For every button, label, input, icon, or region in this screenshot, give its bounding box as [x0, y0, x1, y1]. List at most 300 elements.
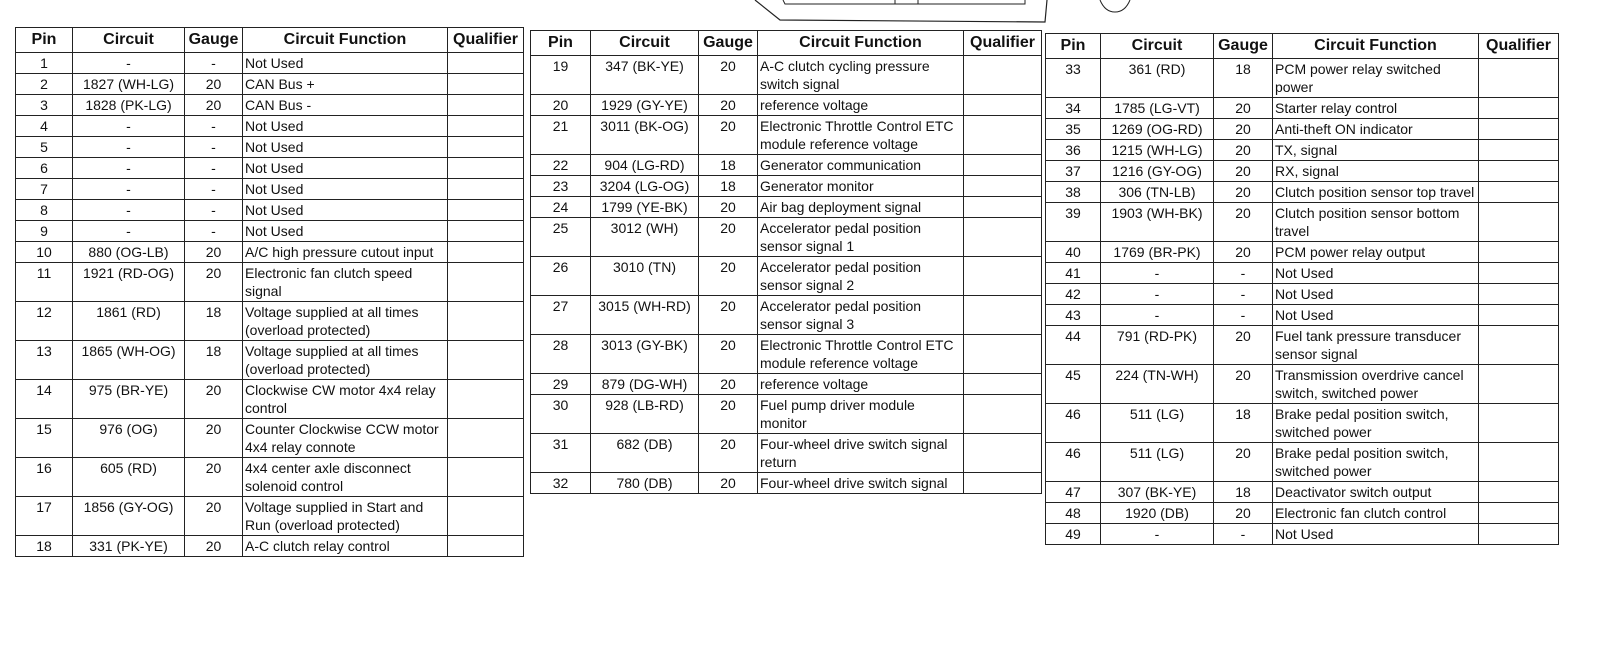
cell-circuit: 928 (LB-RD): [591, 395, 699, 434]
cell-gauge: -: [1214, 263, 1273, 284]
cell-pin: 1: [16, 53, 73, 74]
cell-pin: 33: [1046, 59, 1101, 98]
cell-pin: 39: [1046, 203, 1101, 242]
cell-circuit: 3012 (WH): [591, 218, 699, 257]
header-circuit: Circuit: [1101, 34, 1214, 59]
cell-gauge: -: [185, 221, 243, 242]
cell-gauge: 18: [185, 302, 243, 341]
cell-qualifier: [448, 53, 524, 74]
cell-circuit-function: Voltage supplied at all times (overload protected): [243, 341, 448, 380]
cell-gauge: 20: [699, 218, 758, 257]
table-row: [1046, 482, 1559, 503]
connector-diagram-fragment: [700, 0, 1200, 25]
cell-pin: 42: [1046, 284, 1101, 305]
cell-qualifier: [964, 176, 1042, 197]
cell-pin: 23: [531, 176, 591, 197]
cell-circuit: 3204 (LG-OG): [591, 176, 699, 197]
cell-gauge: 20: [185, 458, 243, 497]
cell-qualifier: [964, 395, 1042, 434]
cell-circuit-function: Brake pedal position switch, switched power: [1273, 443, 1479, 482]
cell-circuit: 1216 (GY-OG): [1101, 161, 1214, 182]
cell-gauge: 20: [185, 242, 243, 263]
cell-pin: 4: [16, 116, 73, 137]
cell-gauge: -: [1214, 284, 1273, 305]
cell-pin: 2: [16, 74, 73, 95]
cell-circuit: 1269 (OG-RD): [1101, 119, 1214, 140]
cell-pin: 9: [16, 221, 73, 242]
table-row: [16, 179, 524, 200]
table-row: [16, 419, 524, 458]
cell-circuit-function: TX, signal: [1273, 140, 1479, 161]
cell-qualifier: [448, 419, 524, 458]
cell-circuit-function: Clockwise CW motor 4x4 relay control: [243, 380, 448, 419]
cell-pin: 44: [1046, 326, 1101, 365]
cell-gauge: 18: [699, 155, 758, 176]
cell-gauge: 20: [1214, 119, 1273, 140]
cell-circuit-function: CAN Bus +: [243, 74, 448, 95]
cell-qualifier: [1479, 365, 1559, 404]
header-qualifier: Qualifier: [448, 28, 524, 53]
header-row: [16, 28, 524, 53]
cell-qualifier: [964, 257, 1042, 296]
cell-gauge: 20: [185, 380, 243, 419]
cell-circuit: 879 (DG-WH): [591, 374, 699, 395]
cell-circuit: -: [1101, 524, 1214, 545]
cell-qualifier: [1479, 161, 1559, 182]
cell-circuit: 1921 (RD-OG): [73, 263, 185, 302]
cell-circuit: 306 (TN-LB): [1101, 182, 1214, 203]
table-row: [531, 116, 1042, 155]
cell-pin: 31: [531, 434, 591, 473]
cell-circuit-function: Four-wheel drive switch signal: [758, 473, 964, 494]
cell-circuit: 880 (OG-LB): [73, 242, 185, 263]
cell-pin: 49: [1046, 524, 1101, 545]
cell-circuit: -: [1101, 305, 1214, 326]
cell-circuit-function: Clutch position sensor bottom travel: [1273, 203, 1479, 242]
cell-pin: 12: [16, 302, 73, 341]
table-row: [531, 95, 1042, 116]
cell-gauge: 20: [699, 395, 758, 434]
header-gauge: Gauge: [1214, 34, 1273, 59]
cell-gauge: 18: [1214, 404, 1273, 443]
cell-gauge: 20: [1214, 98, 1273, 119]
cell-circuit-function: reference voltage: [758, 95, 964, 116]
cell-pin: 21: [531, 116, 591, 155]
table-row: [531, 296, 1042, 335]
cell-qualifier: [448, 200, 524, 221]
cell-circuit-function: A-C clutch cycling pressure switch signal: [758, 56, 964, 95]
table-row: [16, 200, 524, 221]
table-row: [531, 434, 1042, 473]
cell-circuit: 780 (DB): [591, 473, 699, 494]
table-row: [531, 176, 1042, 197]
cell-pin: 41: [1046, 263, 1101, 284]
cell-circuit: 605 (RD): [73, 458, 185, 497]
cell-circuit-function: Accelerator pedal position sensor signal 2: [758, 257, 964, 296]
cell-qualifier: [1479, 182, 1559, 203]
cell-pin: 8: [16, 200, 73, 221]
cell-circuit: 791 (RD-PK): [1101, 326, 1214, 365]
cell-pin: 47: [1046, 482, 1101, 503]
cell-circuit: 361 (RD): [1101, 59, 1214, 98]
cell-circuit: -: [1101, 284, 1214, 305]
cell-gauge: -: [185, 116, 243, 137]
cell-pin: 27: [531, 296, 591, 335]
cell-circuit: -: [73, 158, 185, 179]
cell-gauge: -: [1214, 305, 1273, 326]
table-row: [16, 116, 524, 137]
cell-circuit: 3011 (BK-OG): [591, 116, 699, 155]
cell-pin: 25: [531, 218, 591, 257]
cell-gauge: 20: [1214, 140, 1273, 161]
cell-circuit-function: PCM power relay switched power: [1273, 59, 1479, 98]
cell-qualifier: [448, 179, 524, 200]
cell-circuit-function: Not Used: [243, 179, 448, 200]
pinout-table-3: [1045, 33, 1559, 545]
cell-circuit: 307 (BK-YE): [1101, 482, 1214, 503]
cell-gauge: -: [185, 179, 243, 200]
table-row: [16, 536, 524, 557]
cell-qualifier: [964, 56, 1042, 95]
cell-pin: 6: [16, 158, 73, 179]
cell-circuit-function: Accelerator pedal position sensor signal 1: [758, 218, 964, 257]
header-gauge: Gauge: [699, 31, 758, 56]
cell-circuit: 1785 (LG-VT): [1101, 98, 1214, 119]
cell-qualifier: [964, 296, 1042, 335]
cell-pin: 37: [1046, 161, 1101, 182]
table-row: [1046, 284, 1559, 305]
cell-pin: 38: [1046, 182, 1101, 203]
table-row: [1046, 263, 1559, 284]
cell-gauge: 20: [1214, 443, 1273, 482]
pinout-table-1: [15, 27, 524, 557]
table-row: [16, 221, 524, 242]
cell-pin: 5: [16, 137, 73, 158]
header-circuit-function: Circuit Function: [1273, 34, 1479, 59]
cell-gauge: 20: [699, 95, 758, 116]
cell-gauge: -: [185, 200, 243, 221]
cell-qualifier: [1479, 443, 1559, 482]
cell-gauge: -: [1214, 524, 1273, 545]
table-row: [1046, 98, 1559, 119]
cell-circuit: 3015 (WH-RD): [591, 296, 699, 335]
cell-circuit: -: [1101, 263, 1214, 284]
cell-gauge: 20: [1214, 161, 1273, 182]
cell-gauge: 20: [699, 257, 758, 296]
cell-circuit-function: Generator communication: [758, 155, 964, 176]
cell-pin: 10: [16, 242, 73, 263]
cell-qualifier: [964, 116, 1042, 155]
cell-gauge: 20: [699, 473, 758, 494]
table-row: [531, 257, 1042, 296]
cell-circuit-function: Electronic fan clutch control: [1273, 503, 1479, 524]
cell-pin: 11: [16, 263, 73, 302]
cell-pin: 15: [16, 419, 73, 458]
cell-gauge: 20: [699, 434, 758, 473]
table-row: [16, 302, 524, 341]
header-qualifier: Qualifier: [1479, 34, 1559, 59]
cell-qualifier: [1479, 404, 1559, 443]
cell-qualifier: [1479, 140, 1559, 161]
table-row: [531, 56, 1042, 95]
header-gauge: Gauge: [185, 28, 243, 53]
cell-qualifier: [448, 242, 524, 263]
cell-circuit: 3010 (TN): [591, 257, 699, 296]
cell-circuit-function: A-C clutch relay control: [243, 536, 448, 557]
cell-circuit-function: Not Used: [243, 221, 448, 242]
cell-pin: 36: [1046, 140, 1101, 161]
cell-gauge: 20: [1214, 203, 1273, 242]
table-row: [1046, 326, 1559, 365]
cell-gauge: 20: [1214, 242, 1273, 263]
cell-circuit: 682 (DB): [591, 434, 699, 473]
header-row: [1046, 34, 1559, 59]
cell-qualifier: [1479, 305, 1559, 326]
table-row: [1046, 140, 1559, 161]
cell-qualifier: [964, 473, 1042, 494]
cell-circuit-function: Not Used: [243, 158, 448, 179]
table-row: [531, 218, 1042, 257]
table-row: [531, 473, 1042, 494]
table-row: [1046, 59, 1559, 98]
cell-pin: 3: [16, 95, 73, 116]
cell-qualifier: [448, 380, 524, 419]
table-row: [16, 53, 524, 74]
cell-pin: 14: [16, 380, 73, 419]
cell-circuit-function: Not Used: [1273, 305, 1479, 326]
cell-qualifier: [448, 302, 524, 341]
header-pin: Pin: [16, 28, 73, 53]
cell-circuit: 347 (BK-YE): [591, 56, 699, 95]
cell-qualifier: [964, 95, 1042, 116]
table-row: [531, 335, 1042, 374]
cell-circuit: 975 (BR-YE): [73, 380, 185, 419]
cell-gauge: -: [185, 137, 243, 158]
cell-circuit-function: reference voltage: [758, 374, 964, 395]
cell-qualifier: [1479, 59, 1559, 98]
cell-gauge: 20: [699, 197, 758, 218]
cell-circuit: 904 (LG-RD): [591, 155, 699, 176]
cell-qualifier: [964, 374, 1042, 395]
cell-circuit-function: Deactivator switch output: [1273, 482, 1479, 503]
table-row: [1046, 305, 1559, 326]
cell-circuit-function: Starter relay control: [1273, 98, 1479, 119]
cell-circuit-function: Air bag deployment signal: [758, 197, 964, 218]
cell-gauge: 20: [1214, 503, 1273, 524]
table-row: [16, 242, 524, 263]
cell-circuit-function: Accelerator pedal position sensor signal 3: [758, 296, 964, 335]
cell-qualifier: [448, 221, 524, 242]
cell-circuit-function: Not Used: [243, 53, 448, 74]
cell-gauge: 18: [699, 176, 758, 197]
cell-qualifier: [1479, 524, 1559, 545]
pinout-table-2: [530, 30, 1042, 494]
table-row: [1046, 524, 1559, 545]
table-row: [16, 263, 524, 302]
cell-circuit-function: Not Used: [1273, 524, 1479, 545]
cell-pin: 19: [531, 56, 591, 95]
table-row: [531, 374, 1042, 395]
cell-pin: 16: [16, 458, 73, 497]
cell-gauge: 20: [1214, 326, 1273, 365]
cell-pin: 43: [1046, 305, 1101, 326]
cell-gauge: 20: [185, 263, 243, 302]
cell-circuit: 331 (PK-YE): [73, 536, 185, 557]
cell-circuit: -: [73, 53, 185, 74]
table-row: [16, 341, 524, 380]
cell-circuit-function: Transmission overdrive cancel switch, switched power: [1273, 365, 1479, 404]
cell-pin: 48: [1046, 503, 1101, 524]
cell-gauge: 20: [185, 74, 243, 95]
cell-gauge: 20: [699, 56, 758, 95]
table-row: [1046, 203, 1559, 242]
cell-circuit: 1827 (WH-LG): [73, 74, 185, 95]
cell-pin: 18: [16, 536, 73, 557]
header-circuit-function: Circuit Function: [243, 28, 448, 53]
table-row: [1046, 242, 1559, 263]
cell-gauge: 20: [185, 95, 243, 116]
cell-circuit-function: A/C high pressure cutout input: [243, 242, 448, 263]
cell-circuit-function: Not Used: [1273, 263, 1479, 284]
cell-qualifier: [448, 158, 524, 179]
table-row: [1046, 161, 1559, 182]
cell-circuit: -: [73, 221, 185, 242]
cell-gauge: 20: [1214, 182, 1273, 203]
cell-qualifier: [1479, 98, 1559, 119]
cell-qualifier: [964, 197, 1042, 218]
cell-circuit-function: Clutch position sensor top travel: [1273, 182, 1479, 203]
cell-gauge: 20: [699, 335, 758, 374]
header-pin: Pin: [531, 31, 591, 56]
cell-gauge: 20: [185, 536, 243, 557]
cell-circuit-function: Generator monitor: [758, 176, 964, 197]
table-row: [531, 197, 1042, 218]
cell-gauge: -: [185, 53, 243, 74]
cell-circuit: 1828 (PK-LG): [73, 95, 185, 116]
cell-circuit: 1929 (GY-YE): [591, 95, 699, 116]
table-row: [16, 380, 524, 419]
cell-qualifier: [964, 335, 1042, 374]
header-circuit-function: Circuit Function: [758, 31, 964, 56]
cell-qualifier: [1479, 482, 1559, 503]
cell-qualifier: [964, 434, 1042, 473]
cell-qualifier: [1479, 242, 1559, 263]
cell-pin: 26: [531, 257, 591, 296]
cell-pin: 35: [1046, 119, 1101, 140]
table-row: [1046, 443, 1559, 482]
cell-qualifier: [1479, 326, 1559, 365]
cell-gauge: 20: [699, 296, 758, 335]
cell-gauge: 18: [185, 341, 243, 380]
cell-circuit: 511 (LG): [1101, 443, 1214, 482]
cell-pin: 34: [1046, 98, 1101, 119]
table-row: [16, 137, 524, 158]
cell-circuit-function: Electronic Throttle Control ETC module reference voltage: [758, 335, 964, 374]
cell-qualifier: [1479, 284, 1559, 305]
cell-pin: 13: [16, 341, 73, 380]
cell-qualifier: [1479, 503, 1559, 524]
table-row: [1046, 182, 1559, 203]
cell-circuit-function: 4x4 center axle disconnect solenoid control: [243, 458, 448, 497]
cell-gauge: 20: [185, 497, 243, 536]
table-row: [1046, 119, 1559, 140]
cell-qualifier: [1479, 119, 1559, 140]
cell-gauge: 20: [699, 116, 758, 155]
cell-circuit-function: Voltage supplied at all times (overload protected): [243, 302, 448, 341]
cell-qualifier: [964, 155, 1042, 176]
header-circuit: Circuit: [591, 31, 699, 56]
cell-circuit-function: Brake pedal position switch, switched power: [1273, 404, 1479, 443]
cell-circuit-function: RX, signal: [1273, 161, 1479, 182]
cell-qualifier: [448, 137, 524, 158]
cell-qualifier: [448, 116, 524, 137]
cell-pin: 30: [531, 395, 591, 434]
cell-gauge: 20: [185, 419, 243, 458]
cell-pin: 29: [531, 374, 591, 395]
cell-circuit: 1861 (RD): [73, 302, 185, 341]
cell-circuit: 1865 (WH-OG): [73, 341, 185, 380]
cell-gauge: 20: [1214, 365, 1273, 404]
cell-gauge: 18: [1214, 482, 1273, 503]
table-row: [1046, 365, 1559, 404]
table-row: [16, 158, 524, 179]
cell-circuit-function: Not Used: [243, 116, 448, 137]
cell-circuit: 511 (LG): [1101, 404, 1214, 443]
cell-circuit: -: [73, 179, 185, 200]
cell-circuit-function: Anti-theft ON indicator: [1273, 119, 1479, 140]
cell-circuit-function: Voltage supplied in Start and Run (overload protected): [243, 497, 448, 536]
cell-qualifier: [448, 458, 524, 497]
cell-circuit: 224 (TN-WH): [1101, 365, 1214, 404]
table-row: [16, 74, 524, 95]
cell-qualifier: [1479, 203, 1559, 242]
table-row: [16, 497, 524, 536]
cell-gauge: 18: [1214, 59, 1273, 98]
cell-pin: 45: [1046, 365, 1101, 404]
cell-circuit-function: Not Used: [1273, 284, 1479, 305]
table-row: [16, 458, 524, 497]
cell-circuit-function: Counter Clockwise CCW motor 4x4 relay connote: [243, 419, 448, 458]
cell-circuit-function: PCM power relay output: [1273, 242, 1479, 263]
cell-circuit: 1903 (WH-BK): [1101, 203, 1214, 242]
table-row: [531, 395, 1042, 434]
cell-gauge: -: [185, 158, 243, 179]
cell-circuit-function: Four-wheel drive switch signal return: [758, 434, 964, 473]
cell-circuit: 3013 (GY-BK): [591, 335, 699, 374]
cell-circuit-function: Electronic fan clutch speed signal: [243, 263, 448, 302]
cell-pin: 7: [16, 179, 73, 200]
cell-circuit-function: CAN Bus -: [243, 95, 448, 116]
cell-qualifier: [964, 218, 1042, 257]
cell-circuit: 1920 (DB): [1101, 503, 1214, 524]
cell-circuit-function: Electronic Throttle Control ETC module reference voltage: [758, 116, 964, 155]
cell-pin: 28: [531, 335, 591, 374]
cell-pin: 17: [16, 497, 73, 536]
table-row: [1046, 404, 1559, 443]
cell-circuit-function: Not Used: [243, 200, 448, 221]
cell-circuit: 1799 (YE-BK): [591, 197, 699, 218]
table-row: [16, 95, 524, 116]
cell-qualifier: [1479, 263, 1559, 284]
cell-qualifier: [448, 74, 524, 95]
cell-pin: 40: [1046, 242, 1101, 263]
table-row: [531, 155, 1042, 176]
cell-qualifier: [448, 536, 524, 557]
cell-pin: 46: [1046, 404, 1101, 443]
cell-circuit: 976 (OG): [73, 419, 185, 458]
cell-circuit: 1215 (WH-LG): [1101, 140, 1214, 161]
cell-qualifier: [448, 497, 524, 536]
